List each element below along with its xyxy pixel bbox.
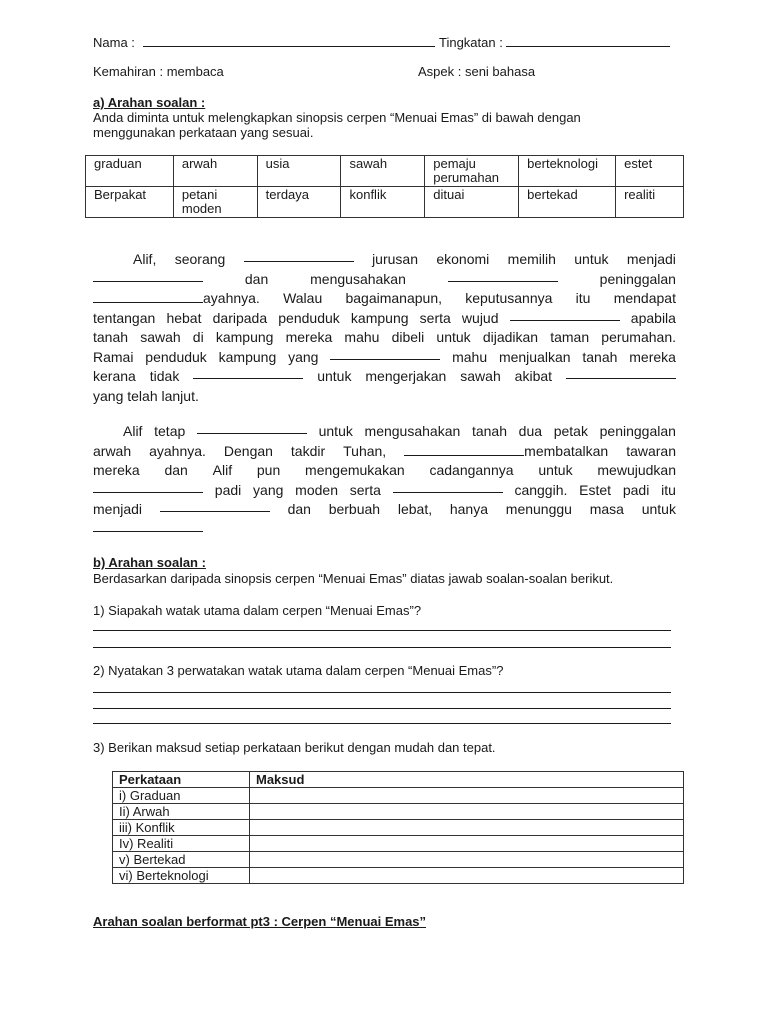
passage-line: kerana tidak untuk mengerjakan sawah akibat <box>93 367 676 387</box>
section-a-instruction-1: Anda diminta untuk melengkapkan sinopsis cerpen “Menuai Emas” di bawah dengan <box>93 110 581 125</box>
word-cell: bertekad <box>519 187 616 218</box>
nama-field[interactable] <box>143 35 435 47</box>
meaning-table-header <box>113 772 684 788</box>
word-cell: terdaya <box>257 187 341 218</box>
meaning-answer-cell[interactable] <box>250 868 684 884</box>
fill-blank[interactable] <box>160 500 270 512</box>
word-cell: graduan <box>86 156 174 187</box>
synopsis-paragraph-1 <box>93 250 676 406</box>
passage-line: menjadi dan berbuah lebat, hanya menunggu masa untuk <box>93 501 676 517</box>
word-label: iii) Konflik <box>113 820 250 836</box>
fill-blank[interactable] <box>393 481 503 493</box>
passage-line: dan mengusahakan peninggalan <box>93 270 676 290</box>
table-row <box>113 788 684 804</box>
passage-line: ayahnya. Walau bagaimanapun, keputusannya itu mendapat <box>93 289 676 309</box>
passage-line: arwah ayahnya. Dengan takdir Tuhan, membatalkan tawaran <box>93 442 676 459</box>
aspek-label: Aspek : seni bahasa <box>418 64 536 79</box>
word-label: v) Bertekad <box>113 852 250 868</box>
passage-line: Ramai penduduk kampung yang mahu menjualkan tanah mereka <box>93 348 676 365</box>
word-label: vi) Berteknologi <box>113 868 250 884</box>
word-cell: petani moden <box>173 187 257 218</box>
word-label: Iv) Realiti <box>113 836 250 852</box>
question-2: 2) Nyatakan 3 perwatakan watak utama dalam cerpen “Menuai Emas”? <box>93 663 504 678</box>
nama-label: Nama : <box>93 35 135 50</box>
question-1: 1) Siapakah watak utama dalam cerpen “Menuai Emas”? <box>93 603 422 618</box>
answer-line[interactable] <box>93 692 671 693</box>
fill-blank[interactable] <box>197 422 307 434</box>
fill-blank[interactable] <box>244 250 354 262</box>
fill-blank[interactable] <box>93 481 203 493</box>
tingkatan-field[interactable] <box>506 35 670 47</box>
meaning-answer-cell[interactable] <box>250 836 684 852</box>
passage-line: tentangan hebat daripada penduduk kampung serta wujud apabila <box>93 309 676 326</box>
word-label: Ii) Arwah <box>113 804 250 820</box>
table-row <box>113 820 684 836</box>
fill-blank[interactable] <box>404 444 524 456</box>
section-b-heading: b) Arahan soalan : <box>93 555 206 570</box>
word-cell: arwah <box>173 156 257 187</box>
answer-line[interactable] <box>93 630 671 631</box>
maksud-header: Maksud <box>250 772 684 788</box>
word-cell: konflik <box>341 187 425 218</box>
answer-line[interactable] <box>93 647 671 648</box>
meaning-table <box>112 771 684 884</box>
word-cell: pemaju perumahan <box>425 156 519 187</box>
name-row <box>93 35 435 50</box>
word-bank-row <box>86 187 684 218</box>
kemahiran-label: Kemahiran : membaca <box>93 64 224 79</box>
answer-line[interactable] <box>93 708 671 709</box>
fill-blank[interactable] <box>448 270 558 282</box>
fill-blank[interactable] <box>510 309 620 321</box>
meaning-answer-cell[interactable] <box>250 788 684 804</box>
word-cell: sawah <box>341 156 425 187</box>
passage-line: mereka dan Alif pun mengemukakan cadangannya untuk mewujudkan <box>93 462 676 478</box>
table-row <box>113 836 684 852</box>
fill-blank[interactable] <box>93 270 203 282</box>
meaning-answer-cell[interactable] <box>250 852 684 868</box>
word-cell: dituai <box>425 187 519 218</box>
word-cell: berteknologi <box>519 156 616 187</box>
table-row <box>113 804 684 820</box>
word-cell: Berpakat <box>86 187 174 218</box>
passage-line: yang telah lanjut. <box>93 387 199 404</box>
word-cell: usia <box>257 156 341 187</box>
passage-line: Alif tetap untuk mengusahakan tanah dua petak peninggalan <box>123 423 676 439</box>
fill-blank[interactable] <box>93 520 203 532</box>
passage-line: Alif, seorang jurusan ekonomi memilih untuk menjadi <box>133 251 676 267</box>
table-row <box>113 852 684 868</box>
word-bank-row <box>86 156 684 187</box>
tingkatan-label: Tingkatan : <box>439 35 503 50</box>
word-cell: realiti <box>616 187 684 218</box>
fill-blank[interactable] <box>193 367 303 379</box>
word-cell: estet <box>616 156 684 187</box>
fill-blank[interactable] <box>93 291 203 303</box>
passage-line: tanah sawah di kampung mereka mahu dibeli untuk dijadikan taman perumahan. <box>93 329 676 345</box>
meaning-answer-cell[interactable] <box>250 820 684 836</box>
pt3-heading: Arahan soalan berformat pt3 : Cerpen “Menuai Emas” <box>93 914 427 929</box>
section-b-instruction: Berdasarkan daripada sinopsis cerpen “Menuai Emas” diatas jawab soalan-soalan berikut. <box>93 571 614 586</box>
fill-blank[interactable] <box>330 348 440 360</box>
passage-line <box>93 520 676 540</box>
passage-line: padi yang moden serta canggih. Estet padi itu <box>93 481 676 501</box>
perkataan-header: Perkataan <box>113 772 250 788</box>
section-a-heading: a) Arahan soalan : <box>93 95 206 110</box>
answer-line[interactable] <box>93 723 671 724</box>
fill-blank[interactable] <box>566 367 676 379</box>
tingkatan-row <box>439 35 670 50</box>
table-row <box>113 868 684 884</box>
section-a-instruction-2: menggunakan perkataan yang sesuai. <box>93 125 314 140</box>
word-bank-table <box>85 155 684 218</box>
word-label: i) Graduan <box>113 788 250 804</box>
synopsis-paragraph-2 <box>93 422 676 539</box>
meaning-answer-cell[interactable] <box>250 804 684 820</box>
question-3: 3) Berikan maksud setiap perkataan berikut dengan mudah dan tepat. <box>93 740 496 755</box>
